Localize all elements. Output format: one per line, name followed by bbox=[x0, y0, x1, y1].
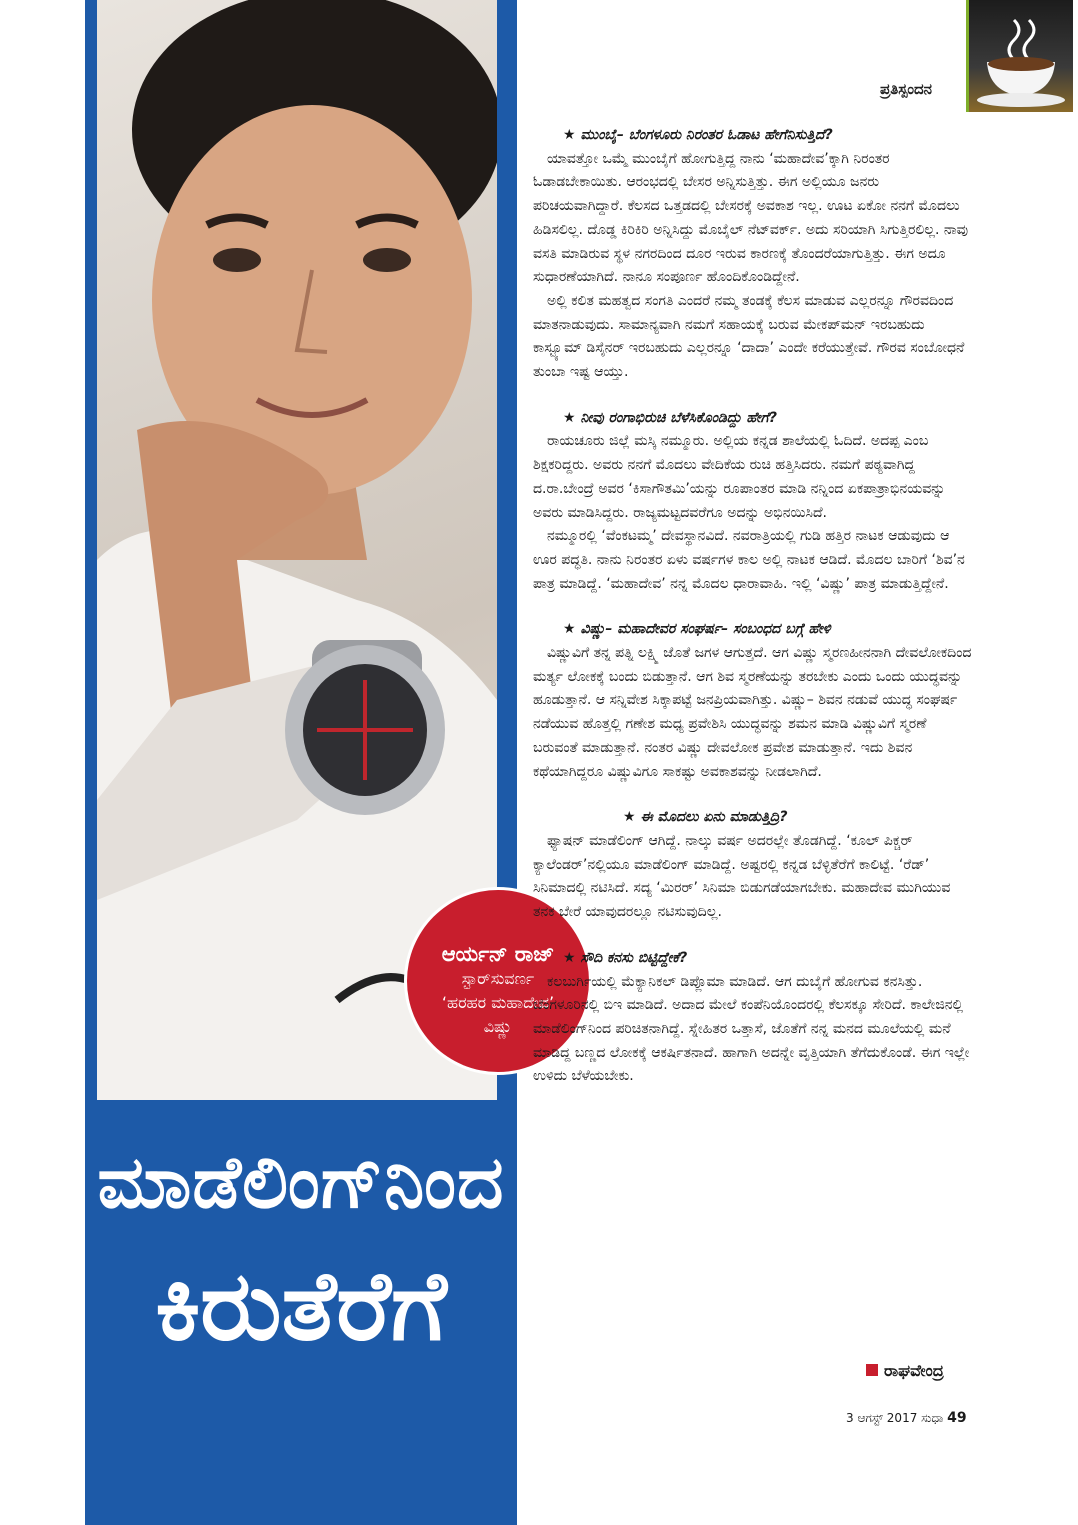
headline-line-1: ಮಾಡೆಲಿಂಗ್‌ನಿಂದ bbox=[97, 1140, 505, 1224]
star-icon: ★ bbox=[563, 409, 576, 426]
page-number: 49 bbox=[947, 1410, 967, 1426]
star-icon: ★ bbox=[563, 621, 576, 638]
answer-paragraph: ಫ್ಯಾಷನ್ ಮಾಡೆಲಿಂಗ್ ಆಗಿದ್ದೆ. ನಾಲ್ಕು ವರ್ಷ ಅದರಲ್ಲೇ ತೊಡಗಿದ್ದೆ. ‘ಕೂಲ್ ಪಿಕ್ಚರ್ ಕ್ಯಾಲೆಂಡರ್’ನಲ್ಲಿಯೂ ಮಾಡೆಲಿಂಗ್ ಮಾಡಿದ್ದೆ. ಅಷ್ಟರಲ್ಲಿ ಕನ್ನಡ ಬೆಳ್ಳಿತೆರೆಗೆ ಕಾಲಿಟ್ಟೆ. ‘ರೆಡ್’ ಸಿನಿಮಾದಲ್ಲಿ ನಟಿಸಿದೆ. ಸದ್ಯ ‘ಮಿರರ್’ ಸಿನಿಮಾ ಬಿಡುಗಡೆಯಾಗಬೇಕು. ಮಹಾದೇವ ಮುಗಿಯುವ ತನಕ ಬೇರೆ ಯಾವುದರಲ್ಲೂ ನಟಿಸುವುದಿಲ್ಲ. bbox=[533, 832, 951, 921]
byline-square-icon bbox=[866, 1364, 878, 1376]
badge-show: ‘ಹರಹರ ಮಹಾದೇವ’ bbox=[441, 993, 555, 1012]
question-1: ★ ಮುಂಬೈ– ಬೆಂಗಳೂರು ನಿರಂತರ ಓಡಾಟ ಹೇಗೆನಿಸುತ್ತಿದೆ? bbox=[563, 127, 833, 143]
coffee-cup-icon bbox=[966, 0, 1073, 112]
star-icon: ★ bbox=[623, 809, 636, 826]
answer-paragraph: ವಿಷ್ಣುವಿಗೆ ತನ್ನ ಪತ್ನಿ ಲಕ್ಷ್ಮಿ ಜೊತೆ ಜಗಳ ಆಗುತ್ತದೆ. ಆಗ ವಿಷ್ಣು ಸ್ಮರಣಹೀನನಾಗಿ ದೇವಲೋಕದಿಂದ ಮರ್ತ್ಯ ಲೋಕಕ್ಕೆ ಬಂದು ಬಿಡುತ್ತಾನೆ. ಆಗ ಶಿವ ಸ್ಮರಣೆಯನ್ನು ತರಬೇಕು ಎಂದು ಒಂದು ಯುದ್ಧವನ್ನು ಹೂಡುತ್ತಾನೆ. ಆ ಸನ್ನಿವೇಶ ಸಿಕ್ಕಾಪಟ್ಟೆ ಜನಪ್ರಿಯವಾಗಿತ್ತು. ವಿಷ್ಣು– ಶಿವನ ನಡುವೆ ಯುದ್ಧ ಸಂಘರ್ಷ ನಡೆಯುವ ಹೊತ್ತಲ್ಲಿ ಗಣೇಶ ಮಧ್ಯ ಪ್ರವೇಶಿಸಿ ಯುದ್ಧವನ್ನು ಶಮನ ಮಾಡಿ ವಿಷ್ಣುವಿಗೆ ಸ್ಮರಣೆ ಬರುವಂತೆ ಮಾಡುತ್ತಾನೆ. ನಂತರ ವಿಷ್ಣು ದೇವಲೋಕ ಪ್ರವೇಶ ಮಾಡುತ್ತಾನೆ. ಇದು ಶಿವನ ಕಥೆಯಾಗಿದ್ದರೂ ವಿಷ್ಣುವಿಗೂ ಸಾಕಷ್ಟು ಅವಕಾಶವನ್ನು ನೀಡಲಾಗಿದೆ. bbox=[533, 645, 972, 780]
question-3: ★ ವಿಷ್ಣು– ಮಹಾದೇವರ ಸಂಘರ್ಷ– ಸಂಬಂಧದ ಬಗ್ಗೆ ಹೇಳಿ bbox=[563, 621, 831, 638]
badge-channel: ಸ್ಟಾರ್‌ಸುವರ್ಣ bbox=[461, 969, 535, 988]
answer-paragraph: ನಮ್ಮೂರಲ್ಲಿ ‘ವೆಂಕಟಮ್ಮ’ ದೇವಸ್ಥಾನವಿದೆ. ನವರಾತ್ರಿಯಲ್ಲಿ ಗುಡಿ ಹತ್ತಿರ ನಾಟಕ ಆಡುವುದು ಆ ಊರ ಪದ್ಧತಿ. ನಾನು ನಿರಂತರ ಏಳು ವರ್ಷಗಳ ಕಾಲ ಅಲ್ಲಿ ನಾಟಕ ಆಡಿದೆ. ಮೊದಲ ಬಾರಿಗೆ ‘ಶಿವ’ನ ಪಾತ್ರ ಮಾಡಿದ್ದೆ. ‘ಮಹಾದೇವ’ ನನ್ನ ಮೊದಲ ಧಾರಾವಾಹಿ. ಇಲ್ಲಿ ‘ವಿಷ್ಣು’ ಪಾತ್ರ ಮಾಡುತ್ತಿದ್ದೇನೆ. bbox=[533, 528, 965, 592]
badge-actor-name: ಆರ್ಯನ್ ರಾಜ್ bbox=[441, 942, 555, 966]
answer-paragraph: ಕಲಬುರ್ಗಿಯಲ್ಲಿ ಮೆಕ್ಯಾನಿಕಲ್ ಡಿಪ್ಲೊಮಾ ಮಾಡಿದೆ. ಆಗ ದುಬೈಗೆ ಹೋಗುವ ಕನಸಿತ್ತು. ಬೆಂಗಳೂರಿನಲ್ಲಿ ಬಿಇ ಮಾಡಿದೆ. ಅದಾದ ಮೇಲೆ ಕಂಪೆನಿಯೊಂದರಲ್ಲಿ ಕೆಲಸಕ್ಕೂ ಸೇರಿದೆ. ಕಾಲೇಜಿನಲ್ಲಿ ಮಾಡೆಲಿಂಗ್‌ನಿಂದ ಪರಿಚಿತನಾಗಿದ್ದೆ. ಸ್ನೇಹಿತರ ಒತ್ತಾಸೆ, ಜೊತೆಗೆ ನನ್ನ ಮನದ ಮೂಲೆಯಲ್ಲಿ ಮನೆ ಮಾಡಿದ್ದ ಬಣ್ಣದ ಲೋಕಕ್ಕೆ ಆಕರ್ಷಿತನಾದೆ. ಹಾಗಾಗಿ ಅದನ್ನೇ ವೃತ್ತಿಯಾಗಿ ತೆಗೆದುಕೊಂಡೆ. ಈಗ ಇಲ್ಲೇ ಉಳಿದು ಬೆಳೆಯಬೇಕು. bbox=[533, 973, 970, 1085]
photo-panel bbox=[85, 0, 517, 1525]
headline-line-2: ಕಿರುತೆರೆಗೆ bbox=[155, 1250, 447, 1362]
star-icon: ★ bbox=[563, 949, 576, 966]
article-body bbox=[533, 124, 973, 1089]
badge-role: ವಿಷ್ಣು bbox=[483, 1017, 513, 1036]
answer-paragraph: ರಾಯಚೂರು ಜಿಲ್ಲೆ ಮಸ್ಕಿ ನಮ್ಮೂರು. ಅಲ್ಲಿಯ ಕನ್ನಡ ಶಾಲೆಯಲ್ಲಿ ಓದಿದೆ. ಅದಪ್ಪ ಎಂಬ ಶಿಕ್ಷಕರಿದ್ದರು. ಅವರು ನನಗೆ ಮೊದಲು ವೇದಿಕೆಯ ರುಚಿ ಹತ್ತಿಸಿದರು. ನಮಗೆ ಪಠ್ಯವಾಗಿದ್ದ ದ.ರಾ.ಬೇಂದ್ರೆ ಅವರ ‘ಕಿಸಾಗೌತಮಿ’ಯನ್ನು ರೂಪಾಂತರ ಮಾಡಿ ನನ್ನಿಂದ ಏಕಪಾತ್ರಾಭಿನಯವನ್ನು ಅವರು ಮಾಡಿಸಿದ್ದರು. ರಾಜ್ಯಮಟ್ಟದವರೆಗೂ ಅದನ್ನು ಅಭಿನಯಿಸಿದೆ. bbox=[533, 433, 946, 521]
issue-date: 3 ಆಗಸ್ಟ್ 2017 ಸುಧಾ bbox=[846, 1411, 944, 1425]
star-icon: ★ bbox=[563, 127, 576, 143]
answer-paragraph: ಅಲ್ಲಿ ಕಲಿತ ಮಹತ್ವದ ಸಂಗತಿ ಎಂದರೆ ನಮ್ಮ ತಂಡಕ್ಕೆ ಕೆಲಸ ಮಾಡುವ ಎಲ್ಲರನ್ನೂ ಗೌರವದಿಂದ ಮಾತನಾಡುವುದು. ಸಾಮಾನ್ಯವಾಗಿ ನಮಗೆ ಸಹಾಯಕ್ಕೆ ಬರುವ ಮೇಕಪ್‌ಮನ್ ಇರಬಹುದು ಕಾಸ್ಟ್ಯೂಮ್ ಡಿಸೈನರ್ ಇರಬಹುದು ಎಲ್ಲರನ್ನೂ ‘ದಾದಾ’ ಎಂದೇ ಕರೆಯುತ್ತೇವೆ. ಗೌರವ ಸಂಬೋಧನೆ ತುಂಬಾ ಇಷ್ಟ ಆಯ್ತು. bbox=[533, 292, 965, 381]
section-label: ಪ್ರತಿಸ್ಪಂದನ bbox=[880, 80, 933, 98]
question-2: ★ ನೀವು ರಂಗಾಭಿರುಚಿ ಬೆಳೆಸಿಕೊಂಡಿದ್ದು ಹೇಗೆ? bbox=[563, 409, 777, 426]
question-5: ★ ಸೌದಿ ಕನಸು ಬಿಟ್ಟಿದ್ದೇಕೆ? bbox=[563, 949, 688, 966]
byline: ರಾಘವೇಂದ್ರ bbox=[866, 1361, 944, 1381]
page-footer bbox=[846, 1410, 967, 1426]
answer-paragraph: ಯಾವತ್ತೋ ಒಮ್ಮೆ ಮುಂಬೈಗೆ ಹೋಗುತ್ತಿದ್ದ ನಾನು ‘ಮಹಾದೇವ’ಕ್ಕಾಗಿ ನಿರಂತರ ಓಡಾಡಬೇಕಾಯಿತು. ಆರಂಭದಲ್ಲಿ ಬೇಸರ ಅನ್ನಿಸುತ್ತಿತ್ತು. ಈಗ ಅಲ್ಲಿಯೂ ಜನರು ಪರಿಚಯವಾಗಿದ್ದಾರೆ. ಕೆಲಸದ ಒತ್ತಡದಲ್ಲಿ ಬೇಸರಕ್ಕೆ ಅವಕಾಶ ಇಲ್ಲ. ಊಟ ಏಕೋ ನನಗೆ ಮೊದಲು ಹಿಡಿಸಲಿಲ್ಲ. ದೊಡ್ಡ ಕಿರಿಕಿರಿ ಅನ್ನಿಸಿದ್ದು ಮೊಬೈಲ್ ನೆಟ್‌ವರ್ಕ್. ಅದು ಸರಿಯಾಗಿ ಸಿಗುತ್ತಿರಲಿಲ್ಲ. ನಾವು ವಸತಿ ಮಾಡಿರುವ ಸ್ಥಳ ನಗರದಿಂದ ದೂರ ಇರುವ ಕಾರಣಕ್ಕೆ ತೊಂದರೆಯಾಗುತ್ತಿತ್ತು. ಈಗ ಅದೂ ಸುಧಾರಣೆಯಾಗಿದೆ. ನಾನೂ ಸಂಪೂರ್ಣ ಹೊಂದಿಕೊಂಡಿದ್ದೇನೆ. bbox=[533, 150, 969, 286]
question-4: ★ ಈ ಮೊದಲು ಏನು ಮಾಡುತ್ತಿದ್ರಿ? bbox=[623, 809, 788, 826]
